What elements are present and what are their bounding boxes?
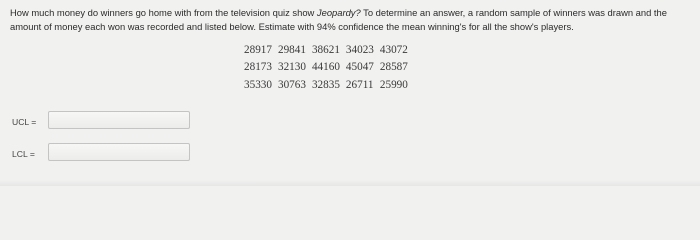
data-cell: 44160 [311, 61, 340, 74]
data-cell: 28917 [244, 44, 272, 56]
data-row [244, 61, 414, 78]
data-cell: 29841 [277, 44, 306, 56]
question-text-after: To determine an answer, a random sample of winners was drawn and the amount of money each won was recorded and listed below. Estimate with 94% confidence the mean winning's for all the show's players. [10, 7, 667, 32]
question-text [10, 6, 696, 33]
data-cell: 43072 [379, 44, 408, 56]
data-cell: 45047 [345, 61, 374, 74]
data-cell: 26711 [345, 78, 374, 91]
lcl-input[interactable] [48, 143, 190, 161]
data-cell: 34023 [345, 44, 374, 56]
ucl-label: UCL = [12, 117, 37, 127]
data-row [244, 44, 414, 61]
data-row [244, 79, 414, 96]
data-cell: 25990 [379, 78, 408, 91]
question-text-before: How much money do winners go home with from the television quiz show [10, 7, 317, 18]
data-cell: 38621 [311, 44, 340, 56]
winnings-data-table [244, 44, 414, 96]
bottom-edge [0, 180, 700, 186]
data-cell: 35330 [244, 78, 272, 91]
lcl-label: LCL = [12, 149, 35, 159]
data-cell: 30763 [277, 78, 306, 91]
data-cell: 32835 [311, 78, 340, 91]
data-cell: 32130 [277, 61, 306, 74]
data-cell: 28587 [379, 61, 408, 74]
ucl-input[interactable] [48, 111, 190, 129]
data-cell: 28173 [244, 61, 272, 74]
show-name: Jeopardy? [316, 7, 361, 18]
